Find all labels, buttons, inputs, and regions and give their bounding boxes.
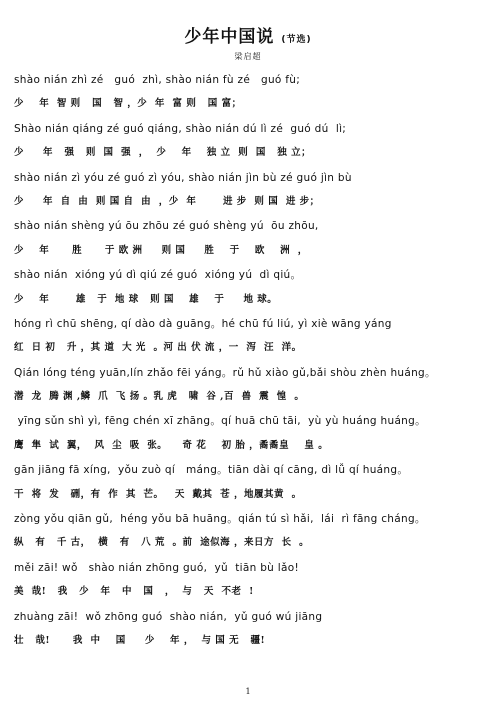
hanzi-line: 干 将 发 硎，有 作 其 芒。 天 戴其 苍 ，地履其黄 。 <box>14 488 302 500</box>
hanzi-line: 鹰 隼 试 翼， 风 尘 吸 张。 奇 花 初 胎 ，矞矞皇 皇 。 <box>14 439 329 451</box>
title-text: 少年中国说 <box>184 27 275 47</box>
hanzi-line: 少 年 胜 于 欧 洲 则 国 胜 于 欧 洲 ， <box>14 244 308 256</box>
page-title <box>0 22 496 47</box>
hanzi-line: 纵 有 千 古， 横 有 八 荒 。前 途似海 ，来日方 长 。 <box>14 537 310 549</box>
pinyin-line: shào nián shèng yú ōu zhōu zé guó shèng yú ōu zhōu, <box>14 220 319 233</box>
pinyin-line: zòng yǒu qiān gǔ, héng yǒu bā huāng。qián tú sì hǎi, lái rì fāng cháng。 <box>14 513 426 526</box>
title-subtitle: (节选) <box>281 35 312 45</box>
pinyin-line: Qián lóng téng yuān,lín zhǎo fēi yáng。rǔ hǔ xiào gǔ,bǎi shòu zhèn huáng。 <box>14 366 436 379</box>
pinyin-line: Shào nián qiáng zé guó qiáng, shào nián dú lì zé guó dú lì; <box>14 122 347 135</box>
pinyin-line: hóng rì chū shēng, qí dào dà guāng。hé chū fú liú, yì xiè wāng yáng <box>14 317 392 330</box>
hanzi-line: 少 年 自 由 则 国 自 由 ，少 年 进 步 则 国 进 步； <box>14 195 320 207</box>
hanzi-line: 壮 哉! 我 中 国 少 年 ， 与 国 无 疆! <box>14 634 266 646</box>
hanzi-line: 少 年 智 则 国 智 ，少 年 富 则 国 富； <box>14 98 242 110</box>
pinyin-line: zhuàng zāi! wǒ zhōng guó shào nián, yǔ guó wú jiāng <box>14 610 323 623</box>
hanzi-line: 少 年 雄 于 地 球 则 国 雄 于 地 球。 <box>14 293 278 305</box>
pinyin-line: shào nián zhì zé guó zhì, shào nián fù zé guó fù; <box>14 74 301 86</box>
hanzi-line: 美 哉! 我 少 年 中 国 ， 与 天 不老 ! <box>14 586 254 598</box>
pinyin-line: shào nián xióng yú dì qiú zé guó xióng yú dì qiú。 <box>14 269 302 282</box>
poem-body <box>14 68 486 653</box>
author-name: 梁启超 <box>234 52 262 61</box>
hanzi-line: 少 年 强 则 国 强 ， 少 年 独 立 则 国 独 立； <box>14 147 312 159</box>
hanzi-line: 红 日 初 升 ，其 道 大 光 。河 出 伏 流 ，一 泻 汪 洋。 <box>14 342 302 354</box>
pinyin-line: měi zāi! wǒ shào nián zhōng guó, yǔ tiān bù lǎo! <box>14 561 299 574</box>
pinyin-line: shào nián zì yóu zé guó zì yóu, shào nián jìn bù zé guó jìn bù <box>14 171 352 184</box>
page-number: 1 <box>245 687 251 696</box>
pinyin-line: gān jiāng fā xíng, yǒu zuò qí máng。tiān dài qí cāng, dì lǚ qí huáng。 <box>14 464 409 477</box>
hanzi-line: 潜 龙 腾 渊 ,鳞 爪 飞 扬 。乳 虎 啸 谷 ,百 兽 震 惶 。 <box>14 391 305 403</box>
pinyin-line: yīng sǔn shì yì, fēng chén xī zhāng。qí huā chū tāi, yù yù huáng huáng。 <box>14 415 426 428</box>
